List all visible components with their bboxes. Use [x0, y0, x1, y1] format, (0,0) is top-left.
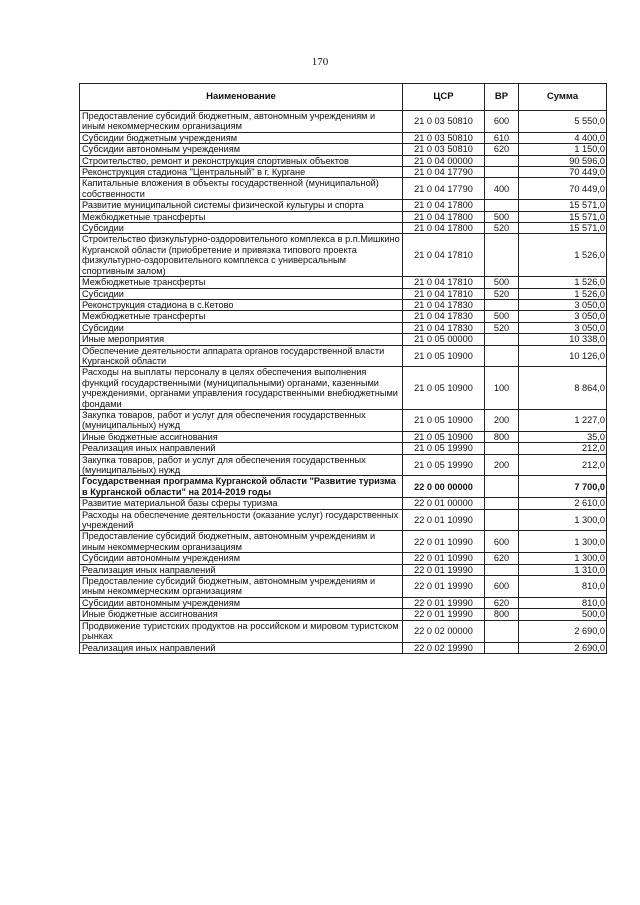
row-sum: 3 050,0: [519, 322, 607, 333]
row-sum: 70 449,0: [519, 178, 607, 200]
table-row: [80, 211, 607, 222]
row-csr: 21 0 03 50810: [403, 132, 485, 143]
row-vr: 500: [485, 211, 519, 222]
budget-table: [79, 83, 607, 654]
row-vr: [485, 345, 519, 367]
table-row: [80, 476, 607, 498]
row-sum: 4 400,0: [519, 132, 607, 143]
row-csr: 22 0 01 19990: [403, 597, 485, 608]
table-row: [80, 443, 607, 454]
row-csr: 21 0 05 19990: [403, 454, 485, 476]
row-vr: 600: [485, 111, 519, 133]
row-csr: 22 0 01 19990: [403, 609, 485, 620]
row-sum: 1 310,0: [519, 564, 607, 575]
row-sum: 1 150,0: [519, 144, 607, 155]
row-sum: 15 571,0: [519, 211, 607, 222]
row-vr: 100: [485, 367, 519, 410]
row-sum: 1 526,0: [519, 277, 607, 288]
table-row: [80, 322, 607, 333]
row-csr: 22 0 01 19990: [403, 576, 485, 598]
row-name: Межбюджетные трансферты: [80, 277, 403, 288]
table-row: [80, 409, 607, 431]
table-row: [80, 576, 607, 598]
row-vr: [485, 564, 519, 575]
row-name: Иные мероприятия: [80, 334, 403, 345]
row-csr: 21 0 03 50810: [403, 144, 485, 155]
row-csr: 21 0 04 17800: [403, 211, 485, 222]
table-row: [80, 334, 607, 345]
row-sum: 15 571,0: [519, 200, 607, 211]
row-sum: 70 449,0: [519, 167, 607, 178]
table-row: [80, 178, 607, 200]
row-csr: 21 0 04 17800: [403, 223, 485, 234]
row-vr: 520: [485, 288, 519, 299]
table-row: [80, 553, 607, 564]
table-row: [80, 620, 607, 642]
row-vr: [485, 334, 519, 345]
row-csr: 21 0 03 50810: [403, 111, 485, 133]
row-sum: 3 050,0: [519, 299, 607, 310]
row-sum: 90 596,0: [519, 155, 607, 166]
row-sum: 3 050,0: [519, 311, 607, 322]
table-header-row: [80, 84, 607, 111]
row-name: Реализация иных направлений: [80, 443, 403, 454]
row-name: Реконструкция стадиона "Центральный" в г. Кургане: [80, 167, 403, 178]
row-sum: 8 864,0: [519, 367, 607, 410]
row-vr: [485, 200, 519, 211]
row-csr: 21 0 05 10900: [403, 345, 485, 367]
row-vr: 500: [485, 311, 519, 322]
row-vr: 800: [485, 431, 519, 442]
row-vr: 200: [485, 454, 519, 476]
row-sum: 1 227,0: [519, 409, 607, 431]
row-sum: 1 526,0: [519, 234, 607, 277]
table-row: [80, 311, 607, 322]
row-csr: 21 0 05 00000: [403, 334, 485, 345]
table-row: [80, 597, 607, 608]
row-sum: 2 690,0: [519, 642, 607, 653]
row-sum: 1 526,0: [519, 288, 607, 299]
row-vr: [485, 443, 519, 454]
row-sum: 15 571,0: [519, 223, 607, 234]
row-sum: 212,0: [519, 454, 607, 476]
row-name: Субсидии: [80, 223, 403, 234]
table-row: [80, 642, 607, 653]
row-csr: 22 0 01 00000: [403, 498, 485, 509]
header-sum: Сумма: [519, 84, 607, 111]
row-sum: 10 338,0: [519, 334, 607, 345]
row-name: Субсидии автономным учреждениям: [80, 553, 403, 564]
row-vr: 800: [485, 609, 519, 620]
row-sum: 1 300,0: [519, 531, 607, 553]
row-sum: 810,0: [519, 576, 607, 598]
header-vr: ВР: [485, 84, 519, 111]
table-row: [80, 531, 607, 553]
row-csr: 21 0 04 17800: [403, 200, 485, 211]
row-name: Субсидии автономным учреждениям: [80, 597, 403, 608]
row-csr: 21 0 04 17810: [403, 288, 485, 299]
row-csr: 21 0 04 00000: [403, 155, 485, 166]
row-csr: 21 0 04 17830: [403, 299, 485, 310]
row-name: Строительство, ремонт и реконструкция спортивных объектов: [80, 155, 403, 166]
row-csr: 21 0 04 17830: [403, 311, 485, 322]
row-csr: 21 0 05 10900: [403, 409, 485, 431]
row-csr: 21 0 04 17790: [403, 167, 485, 178]
row-csr: 22 0 01 10990: [403, 553, 485, 564]
row-name: Государственная программа Курганской области "Развитие туризма в Курганской области" на 2014-2019 годы: [80, 476, 403, 498]
table-row: [80, 223, 607, 234]
row-vr: [485, 509, 519, 531]
header-csr: ЦСР: [403, 84, 485, 111]
row-name: Предоставление субсидий бюджетным, автономным учреждениям и иным некоммерческим организациям: [80, 531, 403, 553]
table-row: [80, 367, 607, 410]
row-name: Иные бюджетные ассигнования: [80, 431, 403, 442]
table-row: [80, 155, 607, 166]
row-vr: [485, 155, 519, 166]
row-csr: 22 0 01 19990: [403, 564, 485, 575]
row-name: Реализация иных направлений: [80, 642, 403, 653]
row-vr: 620: [485, 144, 519, 155]
row-name: Развитие муниципальной системы физической культуры и спорта: [80, 200, 403, 211]
row-csr: 22 0 02 19990: [403, 642, 485, 653]
row-vr: [485, 299, 519, 310]
table-row: [80, 200, 607, 211]
row-vr: [485, 167, 519, 178]
row-name: Продвижение туристских продуктов на российском и мировом туристском рынках: [80, 620, 403, 642]
row-name: Иные бюджетные ассигнования: [80, 609, 403, 620]
row-name: Субсидии автономным учреждениям: [80, 144, 403, 155]
row-sum: 5 550,0: [519, 111, 607, 133]
row-name: Предоставление субсидий бюджетным, автономным учреждениям и иным некоммерческим организациям: [80, 576, 403, 598]
table-row: [80, 431, 607, 442]
row-csr: 21 0 04 17830: [403, 322, 485, 333]
row-vr: 200: [485, 409, 519, 431]
table-row: [80, 299, 607, 310]
table-row: [80, 498, 607, 509]
row-sum: 35,0: [519, 431, 607, 442]
row-csr: 22 0 01 10990: [403, 531, 485, 553]
row-sum: 2 690,0: [519, 620, 607, 642]
row-sum: 10 126,0: [519, 345, 607, 367]
row-vr: 610: [485, 132, 519, 143]
row-name: Межбюджетные трансферты: [80, 211, 403, 222]
row-name: Обеспечение деятельности аппарата органов государственной власти Курганской области: [80, 345, 403, 367]
row-vr: 600: [485, 531, 519, 553]
row-name: Субсидии бюджетным учреждениям: [80, 132, 403, 143]
row-vr: 600: [485, 576, 519, 598]
row-vr: [485, 642, 519, 653]
table-row: [80, 564, 607, 575]
row-sum: 500,0: [519, 609, 607, 620]
row-sum: 212,0: [519, 443, 607, 454]
table-body: [80, 111, 607, 654]
row-vr: [485, 476, 519, 498]
table-row: [80, 345, 607, 367]
table-row: [80, 132, 607, 143]
row-name: Предоставление субсидий бюджетным, автономным учреждениям и иным некоммерческим организациям: [80, 111, 403, 133]
row-sum: 1 300,0: [519, 553, 607, 564]
header-name: Наименование: [80, 84, 403, 111]
table-row: [80, 234, 607, 277]
row-name: Развитие материальной базы сферы туризма: [80, 498, 403, 509]
table-row: [80, 509, 607, 531]
row-csr: 22 0 02 00000: [403, 620, 485, 642]
row-name: Закупка товаров, работ и услуг для обеспечения государственных (муниципальных) нужд: [80, 454, 403, 476]
row-name: Расходы на обеспечение деятельности (оказание услуг) государственных учреждений: [80, 509, 403, 531]
table-row: [80, 277, 607, 288]
row-vr: 520: [485, 223, 519, 234]
row-name: Расходы на выплаты персоналу в целях обеспечения выполнения функций государственными (муниципальными) органами, казенными учреждениями, органами управления государственными внебюджетными фондами: [80, 367, 403, 410]
row-sum: 2 610,0: [519, 498, 607, 509]
row-name: Межбюджетные трансферты: [80, 311, 403, 322]
row-csr: 21 0 04 17790: [403, 178, 485, 200]
row-name: Субсидии: [80, 322, 403, 333]
table-row: [80, 167, 607, 178]
row-name: Строительство физкультурно-оздоровительного комплекса в р.п.Мишкино Курганской области (приобретение и привязка типового проекта физкультурно-оздоровительного комплекса с универсальным спортивным залом): [80, 234, 403, 277]
table-row: [80, 609, 607, 620]
row-csr: 21 0 04 17810: [403, 234, 485, 277]
row-csr: 22 0 01 10990: [403, 509, 485, 531]
row-csr: 21 0 04 17810: [403, 277, 485, 288]
page-number: 170: [311, 56, 329, 68]
row-name: Закупка товаров, работ и услуг для обеспечения государственных (муниципальных) нужд: [80, 409, 403, 431]
row-name: Реализация иных направлений: [80, 564, 403, 575]
table-row: [80, 288, 607, 299]
row-vr: [485, 234, 519, 277]
row-sum: 1 300,0: [519, 509, 607, 531]
row-csr: 22 0 00 00000: [403, 476, 485, 498]
row-vr: [485, 620, 519, 642]
table-row: [80, 454, 607, 476]
row-vr: 520: [485, 322, 519, 333]
row-sum: 7 700,0: [519, 476, 607, 498]
row-vr: 620: [485, 553, 519, 564]
row-vr: 400: [485, 178, 519, 200]
table-row: [80, 144, 607, 155]
row-name: Субсидии: [80, 288, 403, 299]
row-vr: [485, 498, 519, 509]
row-name: Капитальные вложения в объекты государственной (муниципальной) собственности: [80, 178, 403, 200]
row-csr: 21 0 05 10900: [403, 367, 485, 410]
table-row: [80, 111, 607, 133]
row-name: Реконструкция стадиона в с.Кетово: [80, 299, 403, 310]
row-csr: 21 0 05 19990: [403, 443, 485, 454]
row-csr: 21 0 05 10900: [403, 431, 485, 442]
row-sum: 810,0: [519, 597, 607, 608]
row-vr: 620: [485, 597, 519, 608]
row-vr: 500: [485, 277, 519, 288]
